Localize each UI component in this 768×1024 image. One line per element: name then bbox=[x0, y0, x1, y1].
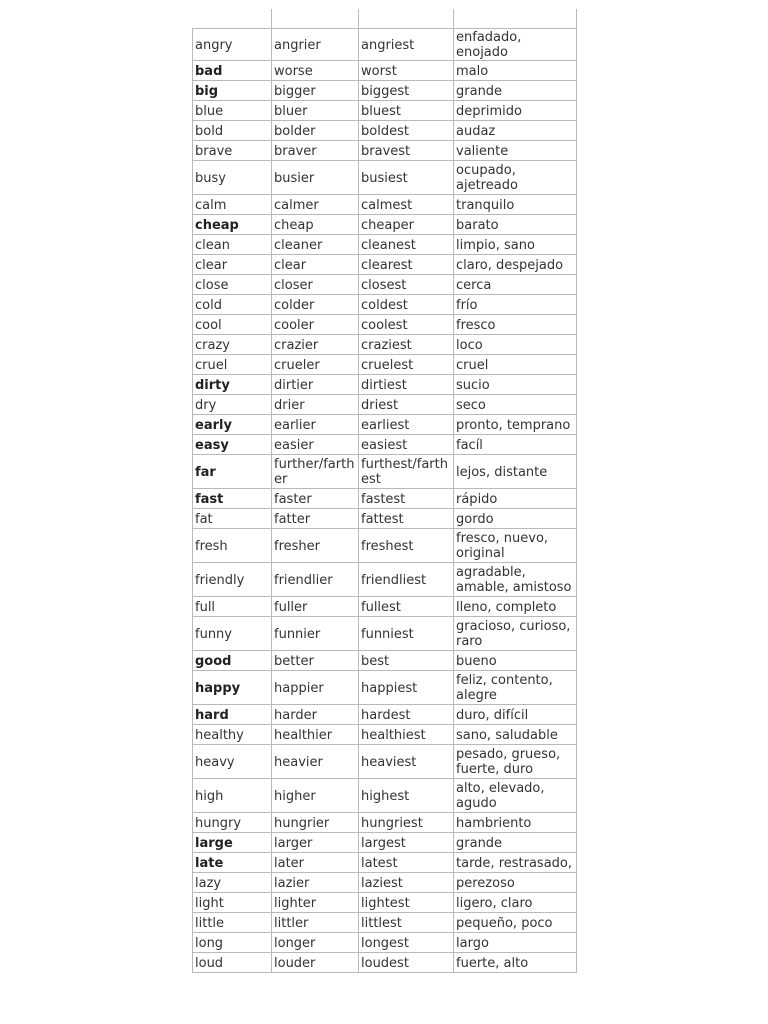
translation-cell: feliz, contento, alegre bbox=[454, 671, 577, 705]
translation-cell: malo bbox=[454, 61, 577, 81]
adjective-cell: brave bbox=[193, 141, 272, 161]
table-row bbox=[193, 671, 577, 705]
translation-cell: agradable, amable, amistoso bbox=[454, 563, 577, 597]
superlative-cell: fattest bbox=[359, 509, 454, 529]
adjective-cell: lazy bbox=[193, 873, 272, 893]
translation-cell: fuerte, alto bbox=[454, 953, 577, 973]
table-row bbox=[193, 355, 577, 375]
adjective-cell: high bbox=[193, 779, 272, 813]
translation-cell: fresco bbox=[454, 315, 577, 335]
table-row bbox=[193, 455, 577, 489]
superlative-cell: largest bbox=[359, 833, 454, 853]
comparative-cell: happier bbox=[272, 671, 359, 705]
superlative-cell: happiest bbox=[359, 671, 454, 705]
table-row bbox=[193, 617, 577, 651]
adjective-cell: long bbox=[193, 933, 272, 953]
superlative-cell: hardest bbox=[359, 705, 454, 725]
comparative-cell: cheap bbox=[272, 215, 359, 235]
translation-cell: pronto, temprano bbox=[454, 415, 577, 435]
header-cell bbox=[272, 9, 359, 29]
translation-cell: seco bbox=[454, 395, 577, 415]
comparative-cell: crueler bbox=[272, 355, 359, 375]
superlative-cell: funniest bbox=[359, 617, 454, 651]
comparative-cell: healthier bbox=[272, 725, 359, 745]
superlative-cell: littlest bbox=[359, 913, 454, 933]
adjective-cell: heavy bbox=[193, 745, 272, 779]
table-row bbox=[193, 255, 577, 275]
translation-cell: valiente bbox=[454, 141, 577, 161]
translation-cell: largo bbox=[454, 933, 577, 953]
translation-cell: perezoso bbox=[454, 873, 577, 893]
translation-cell: cruel bbox=[454, 355, 577, 375]
comparative-cell: harder bbox=[272, 705, 359, 725]
comparative-cell: calmer bbox=[272, 195, 359, 215]
superlative-cell: lightest bbox=[359, 893, 454, 913]
table-row bbox=[193, 953, 577, 973]
superlative-cell: heaviest bbox=[359, 745, 454, 779]
adjective-cell: little bbox=[193, 913, 272, 933]
adjective-cell: crazy bbox=[193, 335, 272, 355]
table-row bbox=[193, 933, 577, 953]
translation-cell: gracioso, curioso, raro bbox=[454, 617, 577, 651]
superlative-cell: best bbox=[359, 651, 454, 671]
comparative-cell: better bbox=[272, 651, 359, 671]
header-cell bbox=[193, 9, 272, 29]
adjective-cell: fat bbox=[193, 509, 272, 529]
table-row bbox=[193, 335, 577, 355]
comparative-cell: busier bbox=[272, 161, 359, 195]
adjective-cell: cold bbox=[193, 295, 272, 315]
superlative-cell: busiest bbox=[359, 161, 454, 195]
comparative-cell: dirtier bbox=[272, 375, 359, 395]
superlative-cell: cleanest bbox=[359, 235, 454, 255]
superlative-cell: loudest bbox=[359, 953, 454, 973]
translation-cell: barato bbox=[454, 215, 577, 235]
table-row bbox=[193, 833, 577, 853]
table-row bbox=[193, 705, 577, 725]
comparative-cell: heavier bbox=[272, 745, 359, 779]
table-row bbox=[193, 893, 577, 913]
table-row bbox=[193, 235, 577, 255]
superlative-cell: bravest bbox=[359, 141, 454, 161]
table-row bbox=[193, 375, 577, 395]
superlative-cell: fullest bbox=[359, 597, 454, 617]
comparative-cell: bolder bbox=[272, 121, 359, 141]
adjective-cell: light bbox=[193, 893, 272, 913]
superlative-cell: dirtiest bbox=[359, 375, 454, 395]
adjective-cell: early bbox=[193, 415, 272, 435]
comparative-cell: colder bbox=[272, 295, 359, 315]
translation-cell: sano, saludable bbox=[454, 725, 577, 745]
adjective-cell: big bbox=[193, 81, 272, 101]
translation-cell: tarde, restrasado, bbox=[454, 853, 577, 873]
translation-cell: lejos, distante bbox=[454, 455, 577, 489]
comparative-cell: later bbox=[272, 853, 359, 873]
comparative-cell: hungrier bbox=[272, 813, 359, 833]
translation-cell: sucio bbox=[454, 375, 577, 395]
superlative-cell: clearest bbox=[359, 255, 454, 275]
table-row bbox=[193, 597, 577, 617]
header-cell bbox=[359, 9, 454, 29]
comparative-cell: lighter bbox=[272, 893, 359, 913]
comparative-cell: friendlier bbox=[272, 563, 359, 597]
adjectives-table bbox=[192, 9, 577, 973]
table-row bbox=[193, 745, 577, 779]
superlative-cell: biggest bbox=[359, 81, 454, 101]
superlative-cell: freshest bbox=[359, 529, 454, 563]
comparative-cell: lazier bbox=[272, 873, 359, 893]
table-row bbox=[193, 415, 577, 435]
comparative-cell: fresher bbox=[272, 529, 359, 563]
superlative-cell: latest bbox=[359, 853, 454, 873]
comparative-cell: angrier bbox=[272, 29, 359, 61]
adjective-cell: dry bbox=[193, 395, 272, 415]
table-row bbox=[193, 873, 577, 893]
adjective-cell: late bbox=[193, 853, 272, 873]
comparative-cell: crazier bbox=[272, 335, 359, 355]
adjective-cell: cool bbox=[193, 315, 272, 335]
translation-cell: tranquilo bbox=[454, 195, 577, 215]
comparative-cell: louder bbox=[272, 953, 359, 973]
superlative-cell: fastest bbox=[359, 489, 454, 509]
table-row bbox=[193, 779, 577, 813]
comparative-cell: braver bbox=[272, 141, 359, 161]
translation-cell: bueno bbox=[454, 651, 577, 671]
translation-cell: duro, difícil bbox=[454, 705, 577, 725]
translation-cell: audaz bbox=[454, 121, 577, 141]
translation-cell: limpio, sano bbox=[454, 235, 577, 255]
adjective-cell: blue bbox=[193, 101, 272, 121]
table-row bbox=[193, 509, 577, 529]
table-row bbox=[193, 529, 577, 563]
adjective-cell: easy bbox=[193, 435, 272, 455]
header-row bbox=[193, 9, 577, 29]
table-row bbox=[193, 215, 577, 235]
superlative-cell: coldest bbox=[359, 295, 454, 315]
adjective-cell: friendly bbox=[193, 563, 272, 597]
translation-cell: grande bbox=[454, 81, 577, 101]
adjective-cell: bad bbox=[193, 61, 272, 81]
superlative-cell: bluest bbox=[359, 101, 454, 121]
comparative-cell: bluer bbox=[272, 101, 359, 121]
table-row bbox=[193, 315, 577, 335]
adjective-cell: cruel bbox=[193, 355, 272, 375]
table-row bbox=[193, 61, 577, 81]
header-cell bbox=[454, 9, 577, 29]
superlative-cell: friendliest bbox=[359, 563, 454, 597]
translation-cell: ligero, claro bbox=[454, 893, 577, 913]
adjective-cell: hungry bbox=[193, 813, 272, 833]
adjective-cell: angry bbox=[193, 29, 272, 61]
comparative-cell: littler bbox=[272, 913, 359, 933]
translation-cell: alto, elevado, agudo bbox=[454, 779, 577, 813]
adjective-cell: close bbox=[193, 275, 272, 295]
adjective-cell: good bbox=[193, 651, 272, 671]
comparative-cell: further/farther bbox=[272, 455, 359, 489]
superlative-cell: laziest bbox=[359, 873, 454, 893]
comparative-cell: clear bbox=[272, 255, 359, 275]
superlative-cell: earliest bbox=[359, 415, 454, 435]
translation-cell: grande bbox=[454, 833, 577, 853]
comparative-cell: worse bbox=[272, 61, 359, 81]
translation-cell: gordo bbox=[454, 509, 577, 529]
translation-cell: deprimido bbox=[454, 101, 577, 121]
table-row bbox=[193, 913, 577, 933]
comparative-cell: cleaner bbox=[272, 235, 359, 255]
superlative-cell: boldest bbox=[359, 121, 454, 141]
comparative-cell: larger bbox=[272, 833, 359, 853]
table-row bbox=[193, 395, 577, 415]
comparative-cell: easier bbox=[272, 435, 359, 455]
adjective-cell: fast bbox=[193, 489, 272, 509]
comparative-cell: higher bbox=[272, 779, 359, 813]
table-row bbox=[193, 161, 577, 195]
translation-cell: fresco, nuevo, original bbox=[454, 529, 577, 563]
translation-cell: lleno, completo bbox=[454, 597, 577, 617]
adjective-cell: full bbox=[193, 597, 272, 617]
comparative-cell: earlier bbox=[272, 415, 359, 435]
adjective-cell: calm bbox=[193, 195, 272, 215]
table-row bbox=[193, 489, 577, 509]
superlative-cell: angriest bbox=[359, 29, 454, 61]
superlative-cell: longest bbox=[359, 933, 454, 953]
superlative-cell: cheaper bbox=[359, 215, 454, 235]
superlative-cell: calmest bbox=[359, 195, 454, 215]
adjective-cell: hard bbox=[193, 705, 272, 725]
comparative-cell: faster bbox=[272, 489, 359, 509]
table-row bbox=[193, 195, 577, 215]
translation-cell: pequeño, poco bbox=[454, 913, 577, 933]
translation-cell: pesado, grueso, fuerte, duro bbox=[454, 745, 577, 779]
comparative-cell: bigger bbox=[272, 81, 359, 101]
table-row bbox=[193, 29, 577, 61]
adjective-cell: healthy bbox=[193, 725, 272, 745]
comparative-cell: closer bbox=[272, 275, 359, 295]
superlative-cell: coolest bbox=[359, 315, 454, 335]
adjective-cell: happy bbox=[193, 671, 272, 705]
translation-cell: ocupado, ajetreado bbox=[454, 161, 577, 195]
translation-cell: cerca bbox=[454, 275, 577, 295]
adjective-cell: clear bbox=[193, 255, 272, 275]
adjective-cell: far bbox=[193, 455, 272, 489]
comparative-cell: fatter bbox=[272, 509, 359, 529]
table-row bbox=[193, 121, 577, 141]
superlative-cell: cruelest bbox=[359, 355, 454, 375]
translation-cell: facíl bbox=[454, 435, 577, 455]
superlative-cell: healthiest bbox=[359, 725, 454, 745]
table-body bbox=[193, 9, 577, 973]
translation-cell: loco bbox=[454, 335, 577, 355]
table-row bbox=[193, 651, 577, 671]
adjective-cell: bold bbox=[193, 121, 272, 141]
superlative-cell: highest bbox=[359, 779, 454, 813]
translation-cell: claro, despejado bbox=[454, 255, 577, 275]
table-row bbox=[193, 81, 577, 101]
superlative-cell: closest bbox=[359, 275, 454, 295]
adjective-cell: busy bbox=[193, 161, 272, 195]
adjective-cell: cheap bbox=[193, 215, 272, 235]
superlative-cell: hungriest bbox=[359, 813, 454, 833]
table-row bbox=[193, 435, 577, 455]
table-row bbox=[193, 141, 577, 161]
superlative-cell: easiest bbox=[359, 435, 454, 455]
adjective-cell: funny bbox=[193, 617, 272, 651]
translation-cell: enfadado, enojado bbox=[454, 29, 577, 61]
table-row bbox=[193, 725, 577, 745]
table-row bbox=[193, 275, 577, 295]
adjective-cell: loud bbox=[193, 953, 272, 973]
comparative-cell: longer bbox=[272, 933, 359, 953]
superlative-cell: worst bbox=[359, 61, 454, 81]
superlative-cell: craziest bbox=[359, 335, 454, 355]
table-row bbox=[193, 295, 577, 315]
adjective-cell: dirty bbox=[193, 375, 272, 395]
adjective-cell: fresh bbox=[193, 529, 272, 563]
comparative-cell: funnier bbox=[272, 617, 359, 651]
translation-cell: hambriento bbox=[454, 813, 577, 833]
superlative-cell: furthest/farthest bbox=[359, 455, 454, 489]
adjective-cell: large bbox=[193, 833, 272, 853]
translation-cell: frío bbox=[454, 295, 577, 315]
table-row bbox=[193, 101, 577, 121]
table-row bbox=[193, 853, 577, 873]
adjective-cell: clean bbox=[193, 235, 272, 255]
table-row bbox=[193, 563, 577, 597]
comparative-cell: cooler bbox=[272, 315, 359, 335]
comparative-cell: fuller bbox=[272, 597, 359, 617]
translation-cell: rápido bbox=[454, 489, 577, 509]
comparative-cell: drier bbox=[272, 395, 359, 415]
table-row bbox=[193, 813, 577, 833]
superlative-cell: driest bbox=[359, 395, 454, 415]
